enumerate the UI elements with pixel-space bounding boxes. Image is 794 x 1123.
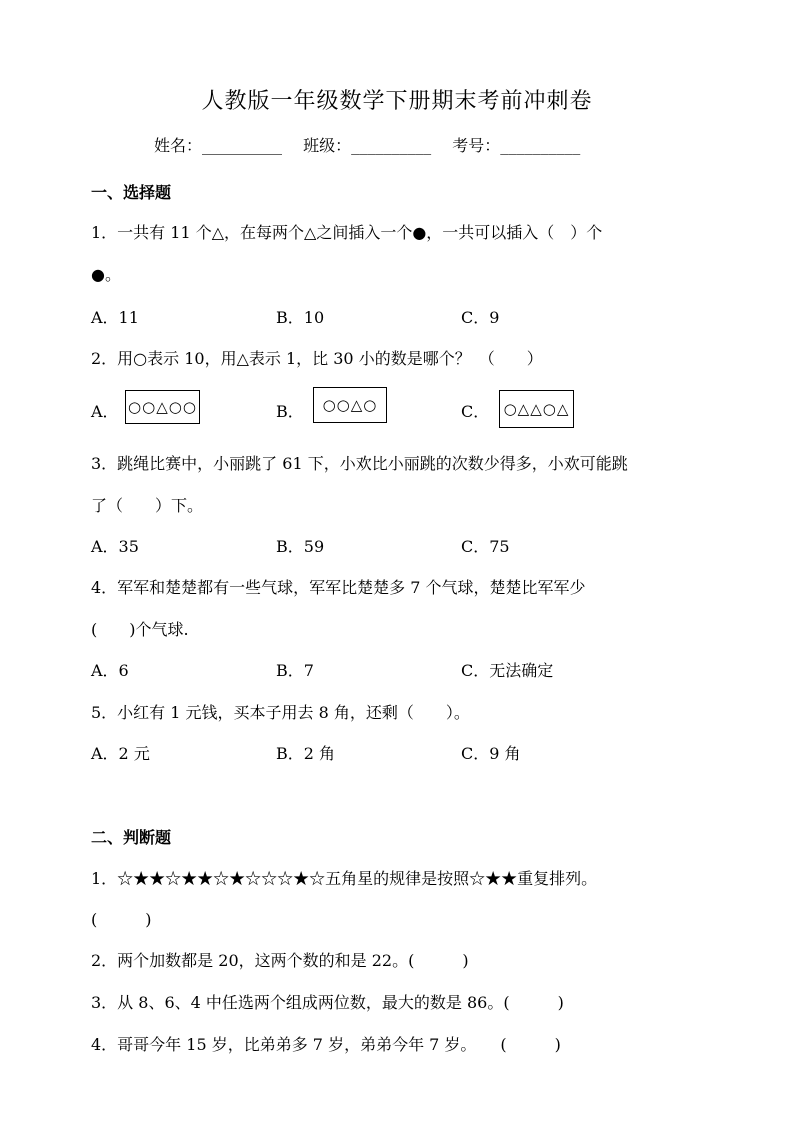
- judgement-1-text: 1．☆★★☆★★☆★☆☆☆★☆五角星的规律是按照☆★★重复排列。: [91, 869, 598, 888]
- question-1-option-c: C．9: [461, 308, 500, 327]
- question-2-text: 2．用○表示 10，用△表示 1，比 30 小的数是哪个？ （ ）: [91, 349, 543, 368]
- question-1-text-cont: ●。: [91, 265, 121, 284]
- class-field-label: 班级：__________: [303, 136, 432, 155]
- question-5-option-b: B．2 角: [276, 744, 336, 763]
- judgement-1-answer-blank: ( ): [91, 910, 152, 929]
- section-title-choice: 一、选择题: [91, 183, 172, 202]
- judgement-3-text: 3．从 8、6、4 中任选两个组成两位数，最大的数是 86。( ): [91, 993, 564, 1012]
- judgement-2-text: 2．两个加数都是 20，这两个数的和是 22。( ): [91, 951, 469, 970]
- question-2-option-b-label: B．: [276, 402, 304, 421]
- student-info-row: [154, 133, 596, 156]
- question-2-option-a-label: A．: [91, 402, 119, 421]
- question-4-option-c: C．无法确定: [461, 661, 554, 680]
- exam-number-field-label: 考号：__________: [452, 136, 581, 155]
- question-2-option-a-box: ○○△○○: [125, 390, 200, 424]
- question-5-option-a: A．2 元: [91, 744, 150, 763]
- question-4-option-a: A．6: [91, 661, 129, 680]
- question-3-text-cont: 了（ ）下。: [91, 496, 204, 515]
- question-3-option-b: B．59: [276, 537, 325, 556]
- question-2-option-c-label: C．: [461, 402, 490, 421]
- question-5-text: 5．小红有 1 元钱，买本子用去 8 角，还剩（ ）。: [91, 703, 470, 722]
- question-2-option-c-box: ○△△○△: [499, 390, 574, 428]
- question-3-text: 3．跳绳比赛中，小丽跳了 61 下，小欢比小丽跳的次数少得多，小欢可能跳: [91, 454, 628, 473]
- question-4-option-b: B．7: [276, 661, 314, 680]
- question-5-option-c: C．9 角: [461, 744, 521, 763]
- question-1-option-a: A．11: [91, 308, 139, 327]
- question-1-option-b: B．10: [276, 308, 325, 327]
- judgement-4-text: 4．哥哥今年 15 岁，比弟弟多 7 岁，弟弟今年 7 岁。 ( ): [91, 1035, 561, 1054]
- question-4-text: 4．军军和楚楚都有一些气球，军军比楚楚多 7 个气球，楚楚比军军少: [91, 578, 586, 597]
- section-title-judgement: 二、判断题: [91, 828, 172, 847]
- question-4-text-cont: ( )个气球.: [91, 620, 189, 639]
- question-3-option-a: A．35: [91, 537, 139, 556]
- question-2-option-b-box: ○○△○: [313, 387, 387, 423]
- question-3-option-c: C．75: [461, 537, 510, 556]
- name-field-label: 姓名：__________: [154, 136, 283, 155]
- page-title: 人教版一年级数学下册期末考前冲刺卷: [201, 89, 593, 114]
- question-1-text: 1．一共有 11 个△，在每两个△之间插入一个●，一共可以插入（ ）个: [91, 223, 603, 242]
